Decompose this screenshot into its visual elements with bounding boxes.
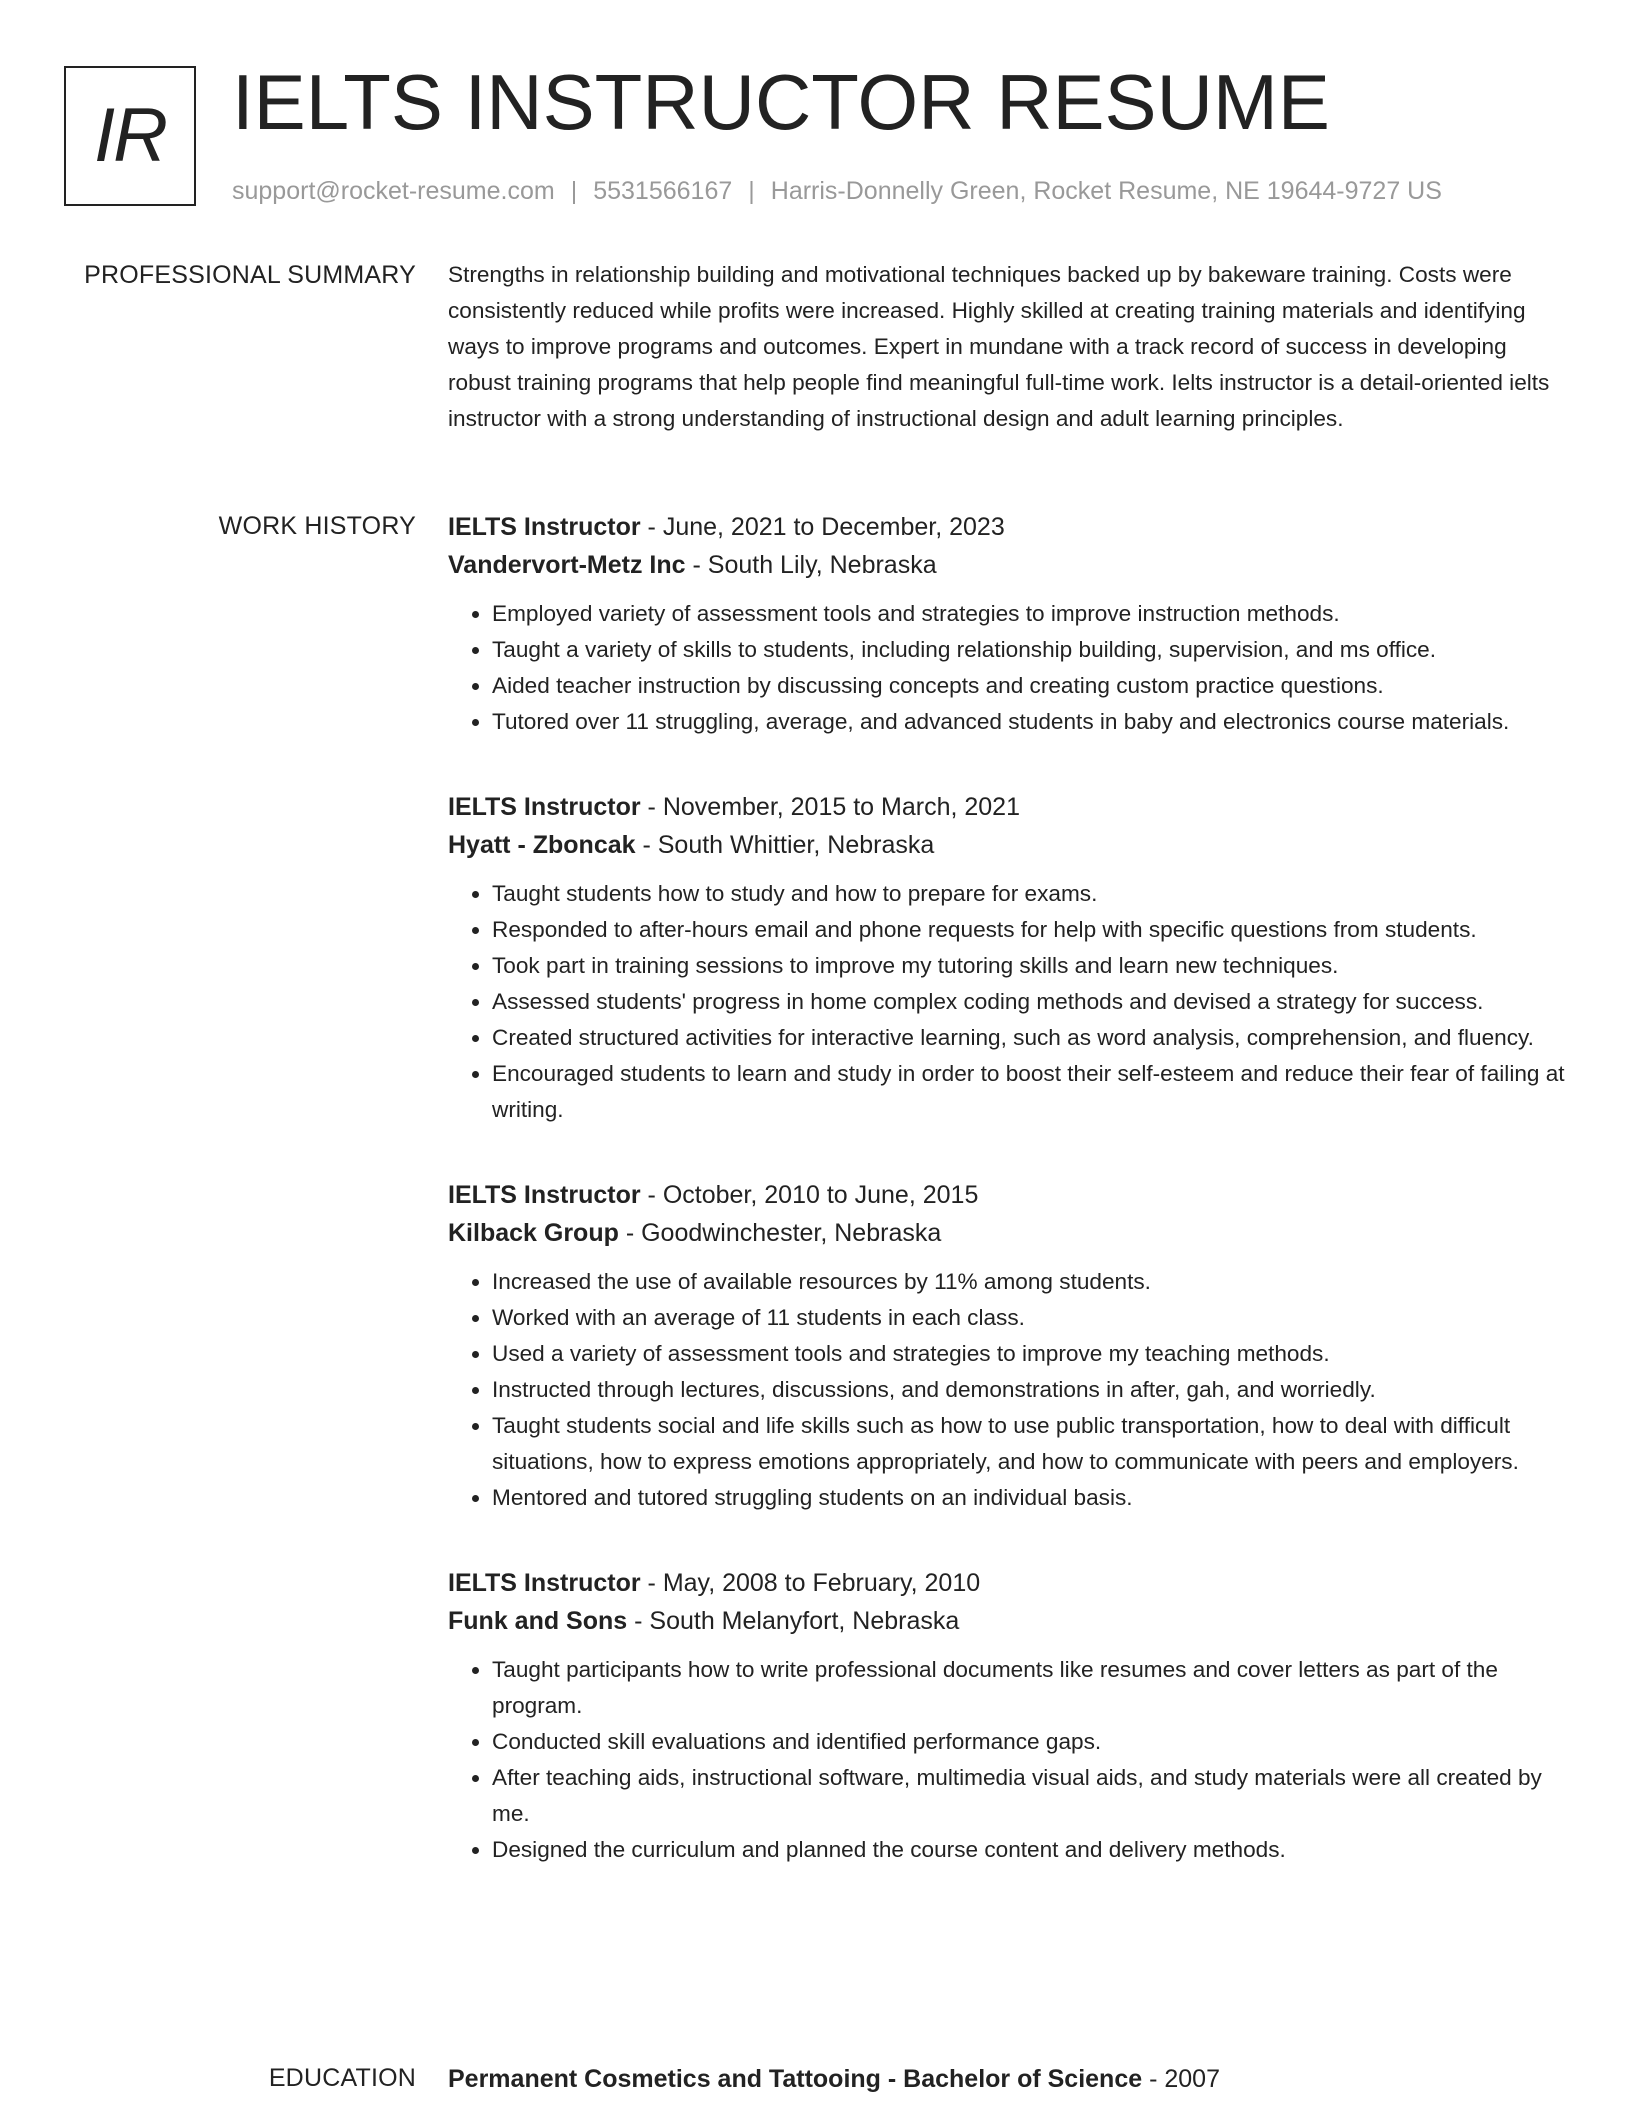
job-bullet: • Worked with an average of 11 students in each class. — [492, 1300, 1566, 1336]
contact-line — [232, 174, 1442, 208]
education-body — [448, 2060, 1566, 2098]
job-bullet-list — [448, 1264, 1566, 1516]
job-dates: - May, 2008 to February, 2010 — [640, 1569, 981, 1597]
job-location: - South Whittier, Nebraska — [635, 831, 935, 859]
monogram-initials: IR — [94, 93, 166, 178]
job-location: - South Lily, Nebraska — [685, 551, 937, 579]
job-bullet: • Increased the use of available resources by 11% among students. — [492, 1264, 1566, 1300]
job-entry — [448, 788, 1566, 1128]
summary-body — [448, 257, 1566, 437]
job-bullet: • Assessed students' progress in home complex coding methods and devised a strategy for success. — [492, 984, 1566, 1020]
resume-title: IELTS INSTRUCTOR RESUME — [232, 58, 1330, 146]
contact-separator: | — [748, 177, 755, 205]
job-bullet: • Employed variety of assessment tools and strategies to improve instruction methods. — [492, 596, 1566, 632]
section-label-summary: PROFESSIONAL SUMMARY — [84, 261, 416, 289]
job-bullet: • Taught students how to study and how to prepare for exams. — [492, 876, 1566, 912]
job-dates: - October, 2010 to June, 2015 — [640, 1181, 979, 1209]
job-location: - South Melanyfort, Nebraska — [627, 1607, 960, 1635]
work-history-body — [448, 508, 1566, 1916]
job-title: IELTS Instructor — [448, 1181, 641, 1209]
job-dates: - November, 2015 to March, 2021 — [640, 793, 1020, 821]
job-bullet: • After teaching aids, instructional software, multimedia visual aids, and study materials were all created by me. — [492, 1760, 1566, 1832]
job-title-line — [448, 788, 1566, 826]
job-bullet: • Designed the curriculum and planned the course content and delivery methods. — [492, 1832, 1566, 1868]
job-company: Kilback Group — [448, 1219, 619, 1247]
job-company: Hyatt - Zboncak — [448, 831, 636, 859]
contact-address: Harris-Donnelly Green, Rocket Resume, NE 19644-9727 US — [770, 177, 1442, 205]
education-year: - 2007 — [1142, 2065, 1220, 2093]
job-bullet-list — [448, 1652, 1566, 1868]
job-location: - Goodwinchester, Nebraska — [618, 1219, 942, 1247]
job-company-line — [448, 1214, 1566, 1252]
job-title-line — [448, 1176, 1566, 1214]
job-title: IELTS Instructor — [448, 793, 641, 821]
education-degree-line — [448, 2060, 1566, 2098]
job-bullet: • Instructed through lectures, discussions, and demonstrations in after, gah, and worriedly. — [492, 1372, 1566, 1408]
job-company: Vandervort-Metz Inc — [448, 551, 686, 579]
job-bullet: • Aided teacher instruction by discussing concepts and creating custom practice questions. — [492, 668, 1566, 704]
section-label-work-history: WORK HISTORY — [218, 512, 416, 540]
job-bullet-list — [448, 596, 1566, 740]
job-bullet: • Tutored over 11 struggling, average, and advanced students in baby and electronics course materials. — [492, 704, 1566, 740]
job-company-line — [448, 1602, 1566, 1640]
job-entry — [448, 508, 1566, 740]
job-bullet: • Encouraged students to learn and study in order to boost their self-esteem and reduce their fear of failing at writing. — [492, 1056, 1566, 1128]
job-dates: - June, 2021 to December, 2023 — [640, 513, 1005, 541]
contact-separator: | — [570, 177, 578, 205]
education-degree: Permanent Cosmetics and Tattooing - Bachelor of Science — [448, 2065, 1143, 2093]
job-bullet: • Conducted skill evaluations and identified performance gaps. — [492, 1724, 1566, 1760]
job-bullet: • Created structured activities for interactive learning, such as word analysis, comprehension, and fluency. — [492, 1020, 1566, 1056]
job-bullet: • Used a variety of assessment tools and strategies to improve my teaching methods. — [492, 1336, 1566, 1372]
job-company: Funk and Sons — [448, 1607, 628, 1635]
job-bullet: • Responded to after-hours email and phone requests for help with specific questions from students. — [492, 912, 1566, 948]
job-company-line — [448, 546, 1566, 584]
monogram-logo — [64, 66, 196, 206]
job-title: IELTS Instructor — [448, 1569, 641, 1597]
job-title-line — [448, 1564, 1566, 1602]
job-entry — [448, 1564, 1566, 1868]
contact-phone: 5531566167 — [593, 177, 733, 205]
job-title: IELTS Instructor — [448, 513, 641, 541]
job-bullet-list — [448, 876, 1566, 1128]
job-company-line — [448, 826, 1566, 864]
job-bullet: • Mentored and tutored struggling students on an individual basis. — [492, 1480, 1566, 1516]
contact-email: support@rocket-resume.com — [232, 177, 555, 205]
job-bullet: • Taught students social and life skills such as how to use public transportation, how to deal with difficult situations, how to express emotions appropriately, and how to communicate with peers and employers. — [492, 1408, 1566, 1480]
job-bullet: • Took part in training sessions to improve my tutoring skills and learn new techniques. — [492, 948, 1566, 984]
job-entry — [448, 1176, 1566, 1516]
job-title-line — [448, 508, 1566, 546]
section-label-education: EDUCATION — [268, 2064, 416, 2092]
job-bullet: • Taught participants how to write professional documents like resumes and cover letters as part of the program. — [492, 1652, 1566, 1724]
summary-text: Strengths in relationship building and motivational techniques backed up by bakeware training. Costs were consistently reduced while profits were increased. Highly skilled at creating training materials and identifying ways to improve programs and outcomes. Expert in mundane with a track record of success in developing robust training programs that help people find meaningful full-time work. Ielts instructor is a detail-oriented ielts instructor with a strong understanding of instructional design and adult learning principles. — [448, 262, 1550, 431]
job-bullet: • Taught a variety of skills to students, including relationship building, supervision, and ms office. — [492, 632, 1566, 668]
